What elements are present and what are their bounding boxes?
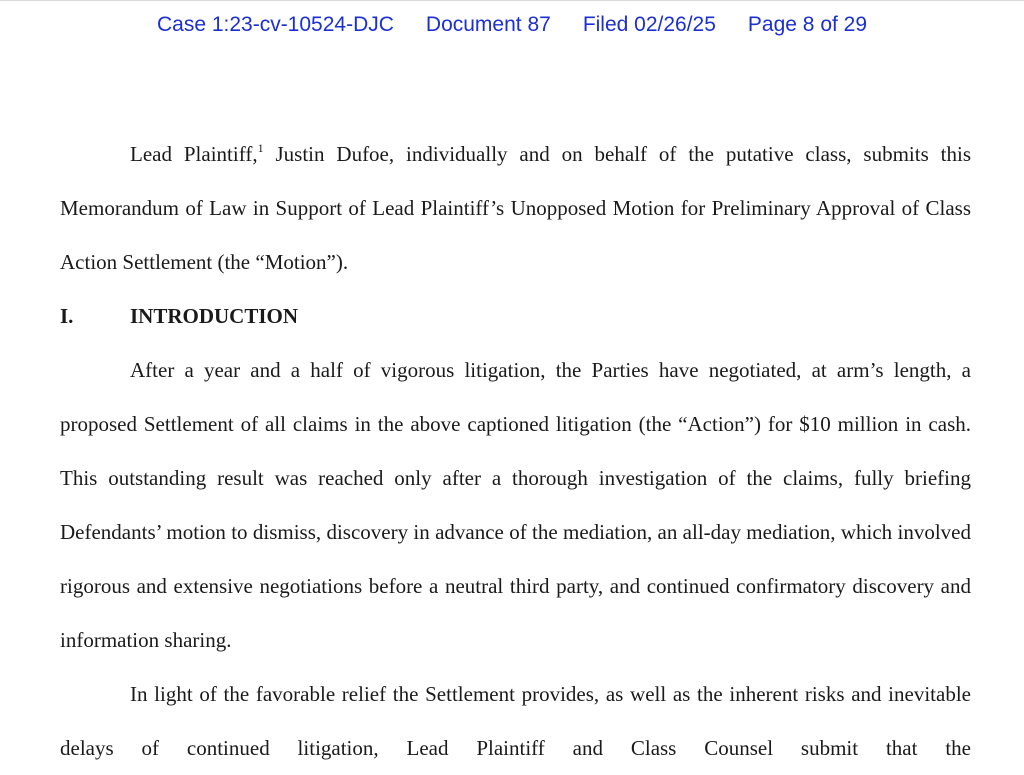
relief-paragraph: In light of the favorable relief the Settlement provides, as well as the inherent risks and inevitable delays of continued litigation, Lead Plaintiff and Class Counsel submit that the (60, 682, 971, 760)
document-body (60, 127, 971, 775)
document-number: Document 87 (425, 13, 551, 36)
case-number: Case 1:23-cv-10524-DJC (156, 13, 394, 36)
section-title: INTRODUCTION (130, 304, 299, 328)
filed-date: Filed 02/26/25 (582, 13, 716, 36)
opening-paragraph-start: Lead Plaintiff, (130, 142, 258, 166)
section-number: I. (60, 304, 74, 328)
opening-paragraph (60, 127, 971, 289)
footnote-marker: 1 (257, 141, 264, 155)
page-indicator: Page 8 of 29 (747, 13, 868, 36)
introduction-paragraph: After a year and a half of vigorous litigation, the Parties have negotiated, at arm’s length, a proposed Settlement of all claims in the above captioned litigation (the “Action”) for $10 million in cash. This outstanding result was reached only after a thorough investigation of the claims, fully briefing Defendants’ motion to dismiss, discovery in advance of the mediation, an all-day mediation, which involved rigorous and extensive negotiations before a neutral third party, and continued confirmatory discovery and information sharing. (60, 358, 971, 652)
section-heading (60, 289, 971, 343)
opening-paragraph-rest: Justin Dufoe, individually and on behalf of the putative class, submits this Memorandum of Law in Support of Lead Plaintiff’s Unopposed Motion for Preliminary Approval of Class Action Settlement (the “Motion”). (60, 142, 971, 274)
document-header (0, 13, 1024, 37)
